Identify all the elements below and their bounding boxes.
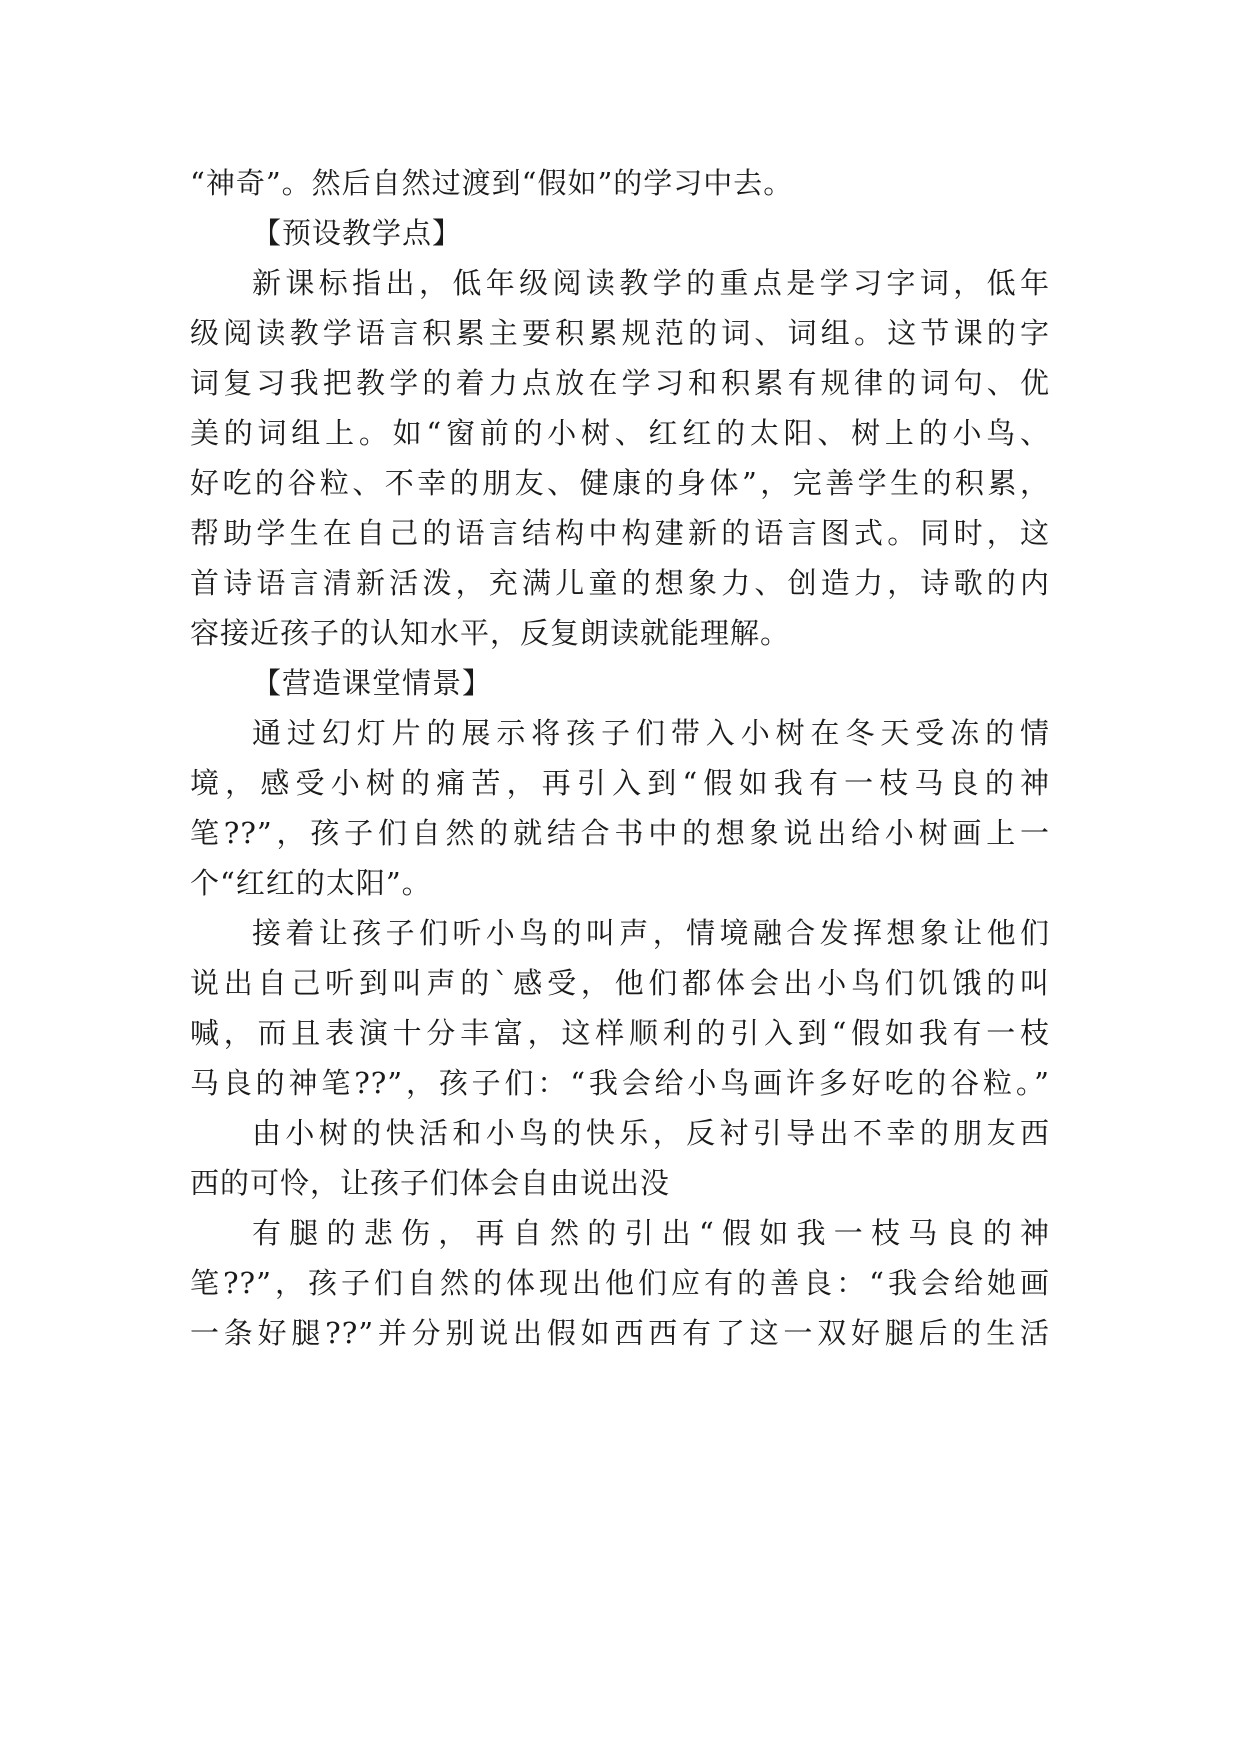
- text-line: 接着让孩子们听小鸟的叫声，情境融合发挥想象让他们: [252, 916, 1050, 950]
- text-line: 笔??”，孩子们自然的体现出他们应有的善良：“我会给她画: [190, 1266, 1050, 1300]
- text-line: 好吃的谷粒、不幸的朋友、健康的身体”，完善学生的积累，: [190, 466, 1050, 500]
- text-line: 首诗语言清新活泼，充满儿童的想象力、创造力，诗歌的内: [190, 566, 1050, 600]
- text-line: 境，感受小树的痛苦，再引入到“假如我有一枝马良的神: [190, 766, 1050, 800]
- text-line: “神奇”。然后自然过渡到“假如”的学习中去。: [190, 166, 794, 200]
- text-line: 美的词组上。如“窗前的小树、红红的太阳、树上的小鸟、: [190, 416, 1050, 450]
- text-line: 由小树的快活和小鸟的快乐，反衬引导出不幸的朋友西: [252, 1116, 1050, 1150]
- section-heading: 【预设教学点】: [252, 216, 463, 250]
- text-line: 通过幻灯片的展示将孩子们带入小树在冬天受冻的情: [252, 716, 1050, 750]
- text-line: 西的可怜，让孩子们体会自由说出没: [190, 1166, 671, 1200]
- text-line: 有腿的悲伤，再自然的引出“假如我一枝马良的神: [252, 1216, 1050, 1250]
- text-line: 马良的神笔??”，孩子们：“我会给小鸟画许多好吃的谷粒。”: [190, 1066, 1050, 1100]
- body-text: [190, 158, 1050, 1358]
- section-heading: 【营造课堂情景】: [252, 666, 493, 700]
- text-line: 级阅读教学语言积累主要积累规范的词、词组。这节课的字: [190, 316, 1050, 350]
- text-line: 说出自己听到叫声的`感受，他们都体会出小鸟们饥饿的叫: [190, 966, 1050, 1000]
- text-line: 笔??”，孩子们自然的就结合书中的想象说出给小树画上一: [190, 816, 1050, 850]
- text-line: 一条好腿??”并分别说出假如西西有了这一双好腿后的生活: [190, 1316, 1050, 1350]
- text-line: 帮助学生在自己的语言结构中构建新的语言图式。同时，这: [190, 516, 1050, 550]
- text-line: 新课标指出，低年级阅读教学的重点是学习字词，低年: [252, 266, 1050, 300]
- text-line: 喊，而且表演十分丰富，这样顺利的引入到“假如我有一枝: [190, 1016, 1050, 1050]
- text-line: 词复习我把教学的着力点放在学习和积累有规律的词句、优: [190, 366, 1050, 400]
- text-line: 容接近孩子的认知水平，反复朗读就能理解。: [190, 616, 791, 650]
- text-line: 个“红红的太阳”。: [190, 866, 432, 900]
